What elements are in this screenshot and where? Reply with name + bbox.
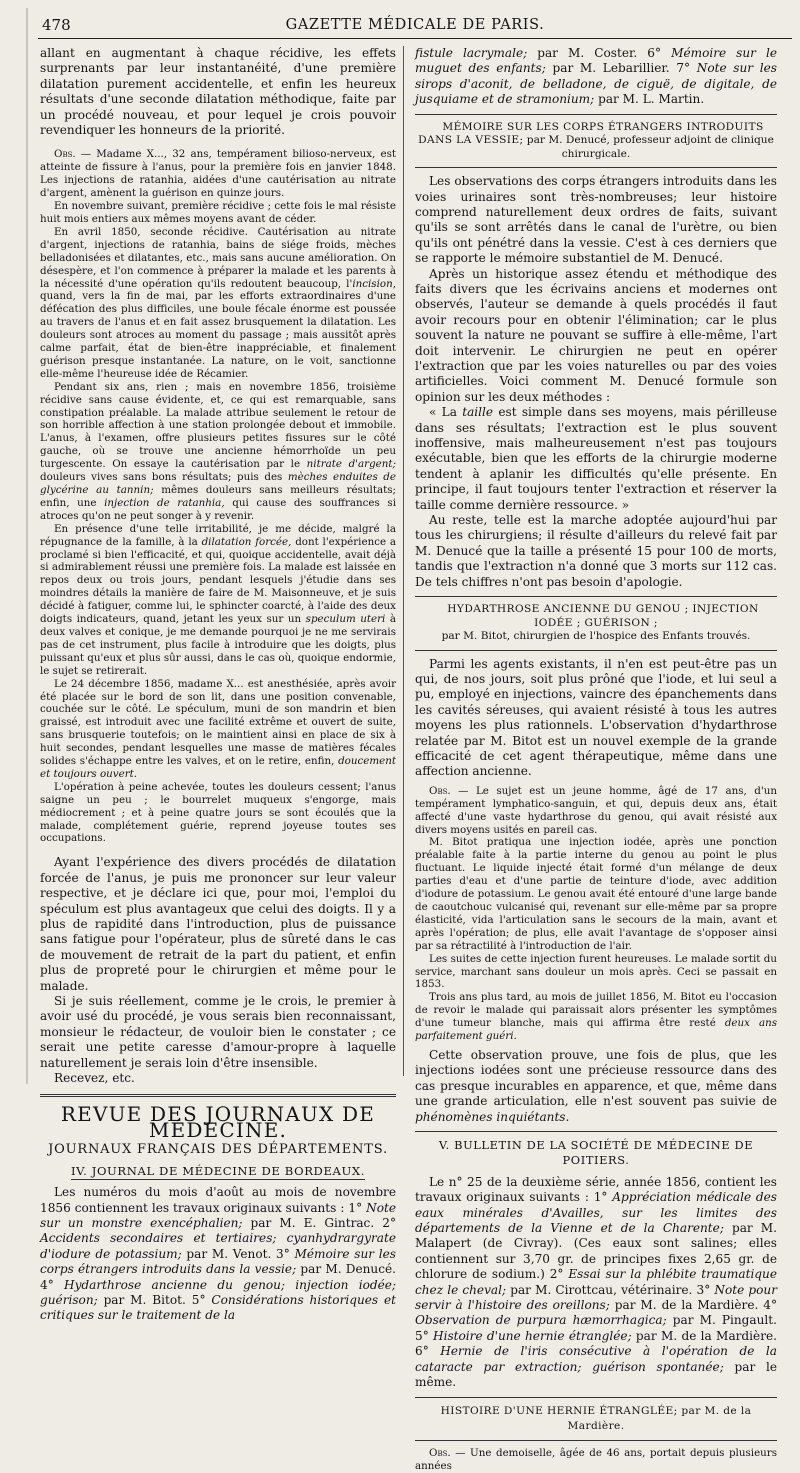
body-paragraph: Cette observation prouve, une fois de plus, que les injections iodées sont une précieuse ressource dans des cas presque incurables en apparence, et que, même dans une grande articulation, elle n'est souvent pas suivie de phénomènes inquiétants.: [415, 1047, 777, 1124]
observation-paragraph: Obs. — Une demoiselle, âgée de 46 ans, portait depuis plusieurs années: [415, 1447, 777, 1473]
article-heading: HYDARTHROSE ANCIENNE DU GENOU ; INJECTION IODÉE ; GUÉRISON ; par M. Bitot, chirurgien de l'hospice des Enfants trouvés.: [441, 603, 759, 643]
section-rule: [415, 596, 777, 597]
body-paragraph: Au reste, telle est la marche adoptée aujourd'hui par tous les chirurgiens; il résulte d'ailleurs du relevé fait par M. Denucé que la taille a présenté 15 pour 100 de morts, tandis que l'extraction n'a donné que 3 morts sur 112 cas. De tels chiffres n'ont pas besoin d'apologie.: [415, 513, 777, 589]
intro-paragraph: allant en augmentant à chaque récidive, les effets surprenants par leur instantanéité, d'une première dilatation purement accidentelle, et enfin les heureux résultats d'une seconde dilatation méthodique, faite par un procédé nouveau, et pour lequel je crois pouvoir revendiquer les honneurs de la priorité.: [40, 46, 396, 138]
body-paragraph: Ayant l'expérience des divers procédés de dilatation forcée de l'anus, je puis me prononcer sur leur valeur respective, et je déclare ici que, pour moi, l'emploi du spéculum est plus avantageux que celui des doigts. Il y a plus de rapidité dans l'introduction, plus de puissance sans fatigue pour l'opérateur, plus de sûreté dans le cas de mouvement de retrait de la part du patient, et enfin plus de propreté pour le chirurgien et même pour le malade.: [40, 855, 396, 993]
body-paragraph: Le n° 25 de la deuxième série, année 1856, contient les travaux originaux suivants : 1° Appréciation médicale des eaux minérales d'Availles, sur les limites des départements de la Vienne et de la Charente; par M. Malapert (de Civray). (Ces eaux sont salines; elles contiennent sur 3,70 gr. de principes fixes 2,65 gr. de chlorure de sodium.) 2° Essai sur la phlébite traumatique chez le cheval; par M. Cirottcau, vétérinaire. 3° Note pour servir à l'histoire des oreillons; par M. de la Mardière. 4° Observation de purpura hæmorrhagica; par M. Pingault. 5° Histoire d'une hernie étranglée; par M. de la Mardière. 6° Hernie de l'iris consécutive à l'opération de la cataracte par extraction; guérison spontanée; par le même.: [415, 1174, 778, 1390]
observation-paragraph: En présence d'une telle irritabilité, je me décide, malgré la répugnance de la famille, à la dilatation forcée, dont l'expérience a proclamé si bien l'efficacité, et qui, quoique accidentelle, avait déjà si admirablement réussi une première fois. La malade est laissée en repos deux ou trois jours, pendant lesquels j'étudie dans ses moindres détails la manière de faire de M. Maisonneuve, et je suis décidé à fatiguer, comme lui, le sphincter coarcté, à l'aide des deux doigts indicateurs, quand, jetant les yeux sur un speculum uteri à deux valves et conique, je me demande pourquoi je ne me servirais pas de cet instrument, plus facile à introduire que les doigts, plus puissant qu'eux et plus sûr aussi, dans le cas où, quoique endormie, le sujet se retirerait.: [40, 522, 397, 677]
journal-section-heading: IV. JOURNAL DE MÉDECINE DE BORDEAUX.: [71, 1163, 365, 1178]
body-paragraph: Les numéros du mois d'août au mois de novembre 1856 contiennent les travaux originaux suivants : 1° Note sur un monstre exencéphalien; par M. E. Gintrac. 2° Accidents secondaires et tertiaires; cyanhydrargyrate d'iodure de potassium; par M. Venot. 3° Mémoire sur les corps étrangers introduits dans la vessie; par M. Denucé. 4° Hydarthrose ancienne du genou; injection iodée; guérison; par M. Bitot. 5° Considérations historiques et critiques sur le traitement de la: [40, 1185, 397, 1323]
quote-paragraph: « La taille est simple dans ses moyens, mais périlleuse dans ses résultats; l'extraction est le plus souvent inoffensive, mais malheureusement n'est pas toujours exécutable, bien que les efforts de la chirurgie moderne tendent à aplanir les difficultés qu'elle présente. En principe, il faut toujours tenter l'extraction et réserver la taille comme dernière ressource. »: [415, 405, 777, 512]
revue-title: REVUE DES JOURNAUX DE MÉDECINE.: [60, 1102, 376, 1142]
page-header: [38, 14, 792, 39]
binding-edge: [26, 8, 28, 1084]
observation-paragraph: Obs. — Madame X..., 32 ans, tempérament bilioso-nerveux, est atteinte de fissure à l'anus, pour la première fois en janvier 1848. Les injections de ratanhia, aidées d'une cautérisation au nitrate d'argent, amènent la guérison en quinze jours.: [40, 148, 396, 200]
article-heading: MÉMOIRE SUR LES CORPS ÉTRANGERS INTRODUITS DANS LA VESSIE; par M. Denucé, professeur adjoint de clinique chirurgicale.: [418, 120, 774, 160]
journal-section-heading: V. BULLETIN DE LA SOCIÉTÉ DE MÉDECINE DE POITIERS.: [438, 1138, 754, 1168]
observation-paragraph: En avril 1850, seconde récidive. Cautérisation au nitrate d'argent, injections de ratanhia, bains de siége froids, mèches belladonisées et dilatantes, etc., mais sans aucune amélioration. On désespère, et l'on commence à préparer la malade et les parents à la nécessité d'une opération qu'ils redoutent beaucoup, l'incision, quand, vers la fin de mai, par les efforts extraordinaires d'une défécation des plus difficiles, une boule fécale énorme est poussée au travers de l'anus et en fait assez brusquement la dilatation. Les douleurs sont atroces au moment du passage ; mais aussitôt après calme parfait, état de bien-être inappréciable, et finalement guérison presque instantanée. La nature, on le voit, sanctionne elle-même l'heureuse idée de Récamier.: [40, 225, 396, 380]
body-paragraph: Si je suis réellement, comme je le crois, le premier à avoir usé du procédé, je vous serais bien reconnaissant, monsieur le rédacteur, de vouloir bien le constater ; ce serait une petite caresse d'amour-propre à laquelle naturellement je serais loin d'être insensible.: [40, 994, 396, 1070]
page-number: 478: [42, 16, 71, 34]
left-column: [40, 46, 397, 1323]
body-paragraph: Les observations des corps étrangers introduits dans les voies urinaires sont très-nombreuses; leur histoire comprend naturellement deux ordres de faits, suivant qu'ils se sont arrêtés dans le canal de l'urètre, ou bien qu'ils ont pénétré dans la vessie. C'est à ces derniers que se rapporte le mémoire substantiel de M. Denucé.: [415, 174, 777, 266]
observation-paragraph: Les suites de cette injection furent heureuses. Le malade sortit du service, marchant sans douleur un mois après. Ceci se passait en 1853.: [415, 952, 777, 991]
observation-paragraph: Trois ans plus tard, au mois de juillet 1856, M. Bitot eu l'occasion de revoir le malade qui paraissait alors présenter les symptômes d'une tumeur blanche, mais qui affirma être resté deux ans parfaitement guéri.: [415, 991, 778, 1043]
body-paragraph: Parmi les agents existants, il n'en est peut-être pas un qui, de nos jours, soit plus prôné que l'iode, et lui seul a pu, employé en injections, vaincre des épanchements dans les cavités séreuses, qui avaient résisté à tous les autres moyens les plus rationnels. L'observation d'hydarthrose relatée par M. Bitot est un nouvel exemple de la grande efficacité de cet agent thérapeutique, même dans une affection ancienne.: [415, 656, 777, 779]
closing-salutation: Recevez, etc.: [54, 1071, 135, 1086]
observation-paragraph: Obs. — Le sujet est un jeune homme, âgé de 17 ans, d'un tempérament lymphatico-sanguin, et qui, depuis deux ans, était affecté d'une vaste hydarthrose du genou, qui avait résisté aux divers moyens usités en pareil cas.: [415, 784, 777, 836]
obs-label: Obs.: [54, 148, 76, 161]
observation-paragraph: Pendant six ans, rien ; mais en novembre 1856, troisième récidive sans cause évidente, et, ce qui est remarquable, sans constipation préalable. La malade attribue seulement le retour de son horrible affection à une station prolongée debout et immobile. L'anus, à l'examen, offre plusieurs petites fissures sur le côté gauche, où se trouve une ancienne hémorrhoïde un peu turgescente. On essaye la cautérisation par le nitrate d'argent; douleurs vives sans bons résultats; puis des mèches enduites de glycérine au tannin; mêmes douleurs sans meilleurs résultats; enfin, une injection de ratanhia, qui cause des souffrances si atroces qu'on ne peut songer à y revenir.: [40, 380, 396, 522]
section-rule: [415, 114, 777, 115]
body-paragraph: Après un historique assez étendu et méthodique des faits divers que les écrivains anciens et modernes ont observés, l'auteur se demande à quels procédés il faut avoir recours pour en obtenir l'élimination; car le plus souvent la nature ne pouvant se suffire à elle-même, l'art doit intervenir. Le chirurgien ne peut en opérer l'extraction que par les voies naturelles ou par des voies artificielles. Voici comment M. Denucé formule son opinion sur les deux méthodes :: [415, 266, 777, 404]
section-rule: [415, 1440, 777, 1441]
section-rule: [415, 1397, 777, 1398]
observation-paragraph: En novembre suivant, première récidive ; cette fois le mal résiste huit mois entiers aux mêmes moyens avant de céder.: [40, 200, 396, 225]
column-divider: [403, 46, 404, 1076]
journal-title: GAZETTE MÉDICALE DE PARIS.: [285, 17, 545, 33]
observation-paragraph: M. Bitot pratiqua une injection iodée, après une ponction préalable faite à la partie interne du genou au point le plus fluctuant. Le liquide injecté était formé d'un mélange de deux parties d'eau et d'une partie de teinture d'iode, avec addition d'iodure de potassium. Le genou avait été entouré d'une large bande de caoutchouc vulcanisé qui, revenant sur elle-même par sa propre élasticité, vida l'articulation sans le secours de la main, avant et après l'opération; de plus, elle avait l'avantage de s'opposer ainsi par sa rétractilité à l'introduction de l'air.: [415, 836, 777, 952]
article-heading: HISTOIRE D'UNE HERNIE ÉTRANGLÉE; par M. de la Mardière.: [440, 1404, 752, 1432]
section-subtitle: JOURNAUX FRANÇAIS DES DÉPARTEMENTS.: [48, 1142, 388, 1158]
section-rule: [415, 650, 777, 651]
section-rule: [40, 1094, 396, 1097]
right-column: [415, 46, 778, 1473]
body-paragraph: fistule lacrymale; par M. Coster. 6° Mémoire sur le muguet des enfants; par M. Lebarillier. 7° Note sur les sirops d'aconit, de belladone, de ciguë, de digitale, de jusquiame et de stramonium; par M. L. Martin.: [415, 46, 777, 107]
observation-paragraph: L'opération à peine achevée, toutes les douleurs cessent; l'anus saigne un peu ; le bourrelet muqueux s'engorge, mais médiocrement ; et à peine quatre jours se sont écoulés que la malade, complétement guérie, reprend joyeuse toutes ses occupations.: [40, 780, 396, 845]
section-rule: [415, 167, 777, 168]
section-rule: [415, 1131, 777, 1132]
observation-paragraph: Le 24 décembre 1856, madame X... est anesthésiée, après avoir été placée sur le bord de son lit, dans une position convenable, couchée sur le côté. Le spéculum, muni de son mandrin et bien graissé, est introduit avec une facilité extrême et ouvert de suite, sans brusquerie toutefois; on le maintient ainsi en place de six à huit secondes, pendant lesquelles une masse de matières fécales solides s'échappe entre les valves, et on le retire, enfin, doucement et toujours ouvert.: [40, 677, 396, 780]
